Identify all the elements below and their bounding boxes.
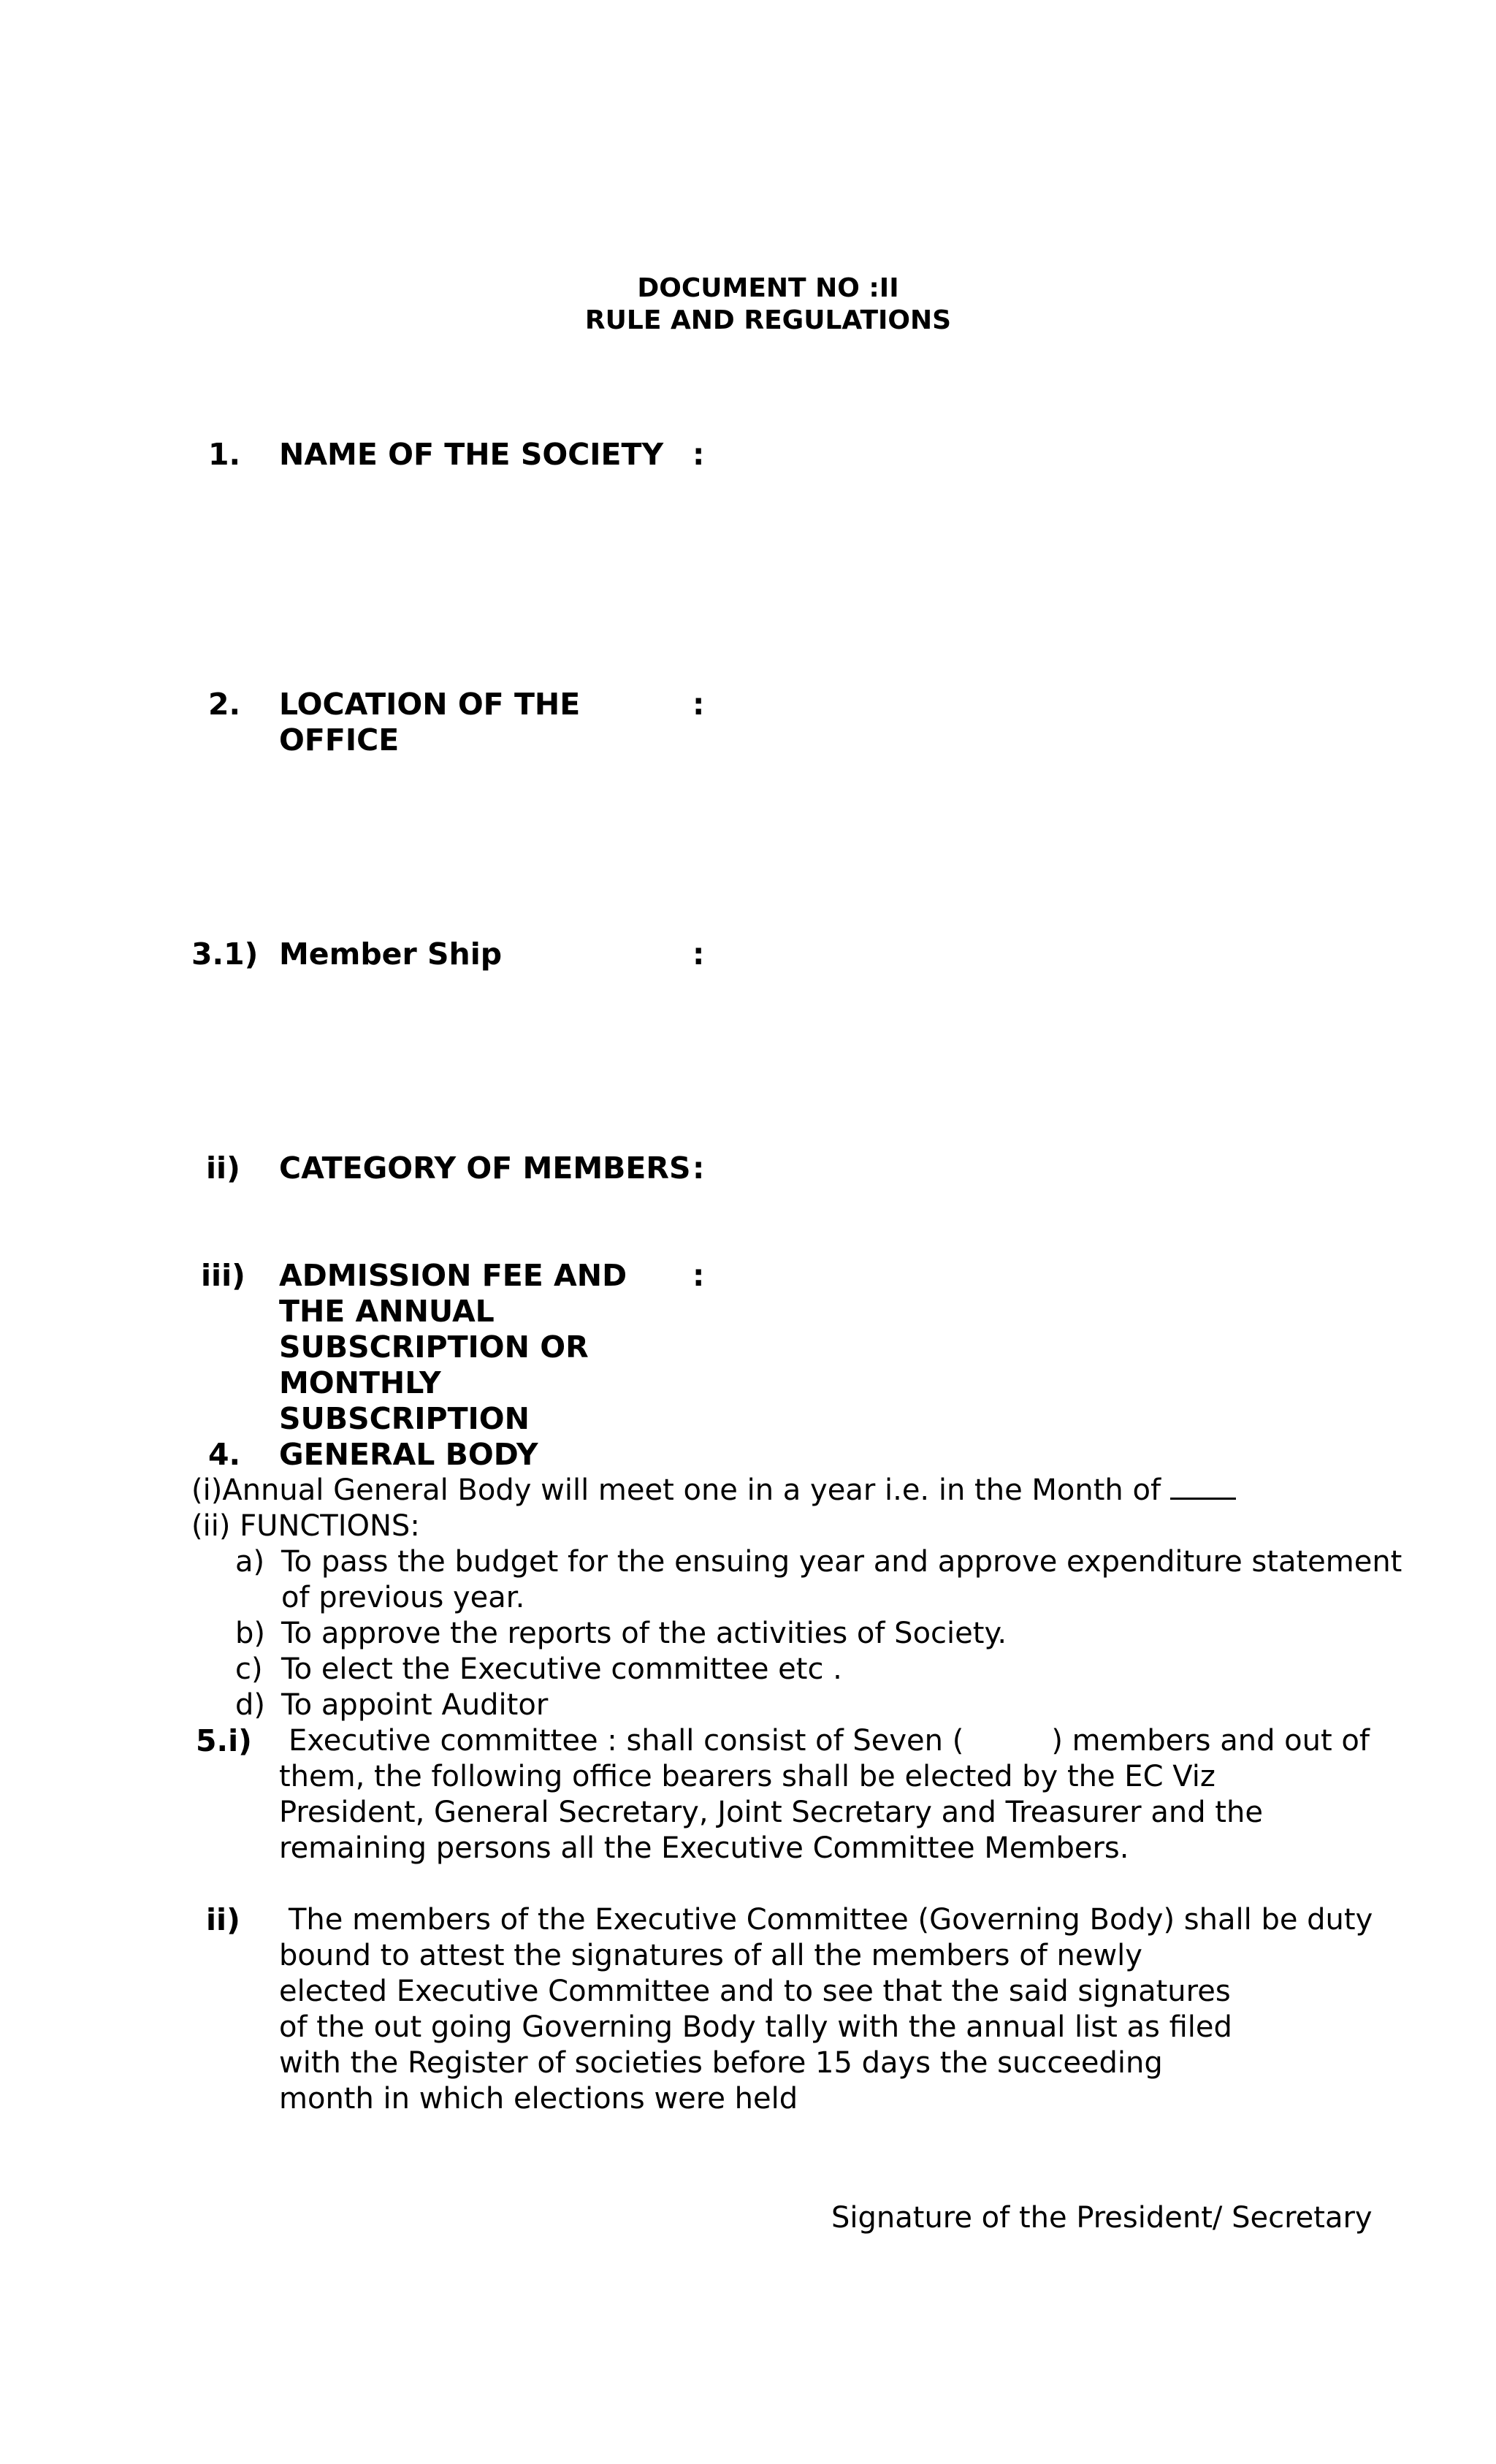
section-3iii-label-line4: MONTHLY — [279, 1365, 441, 1400]
section-3iii-colon: : — [692, 1258, 705, 1293]
month-blank — [1170, 1476, 1236, 1500]
signature-line: Signature of the President/ Secretary — [831, 2201, 1373, 2235]
annual-meeting-text: (i)Annual General Body will meet one in a year i.e. in the Month of — [191, 1473, 1161, 1507]
section-3iii-label-line2: THE ANNUAL — [279, 1294, 495, 1329]
function-b-marker: b) — [235, 1617, 265, 1650]
executive-ii-paragraph: bound to attest the signatures of all the members of newly elected Executive Committee and to see that the said signatures of the out going Governing Body tally with the annual list as filed with the Register of societies before 15 days the succeeding month in which elections were held — [279, 1939, 1232, 2116]
section-3iii-label-line3: SUBSCRIPTION OR — [279, 1330, 589, 1365]
section-3ii-label: CATEGORY OF MEMBERS — [279, 1151, 691, 1186]
function-c-marker: c) — [235, 1652, 263, 1686]
section-3iii-label-line5: SUBSCRIPTION — [279, 1401, 530, 1436]
executive-paragraph: them, the following office bearers shall be elected by the EC Viz President, General Secretary, Joint Secretary and Treasurer and the remaining persons all the Executive Committee Members. — [279, 1760, 1263, 1865]
section-3iii-number: iii) — [201, 1258, 245, 1293]
function-a-line2: of previous year. — [281, 1581, 525, 1614]
section-3-label: Member Ship — [279, 937, 503, 972]
section-1-number: 1. — [208, 437, 241, 472]
section-3ii-number: ii) — [206, 1151, 240, 1186]
executive-line1-a: Executive committee : shall consist of Seven ( — [289, 1724, 964, 1758]
section-3iii-label-line1: ADMISSION FEE AND — [279, 1258, 627, 1293]
section-5ii-number: ii) — [206, 1902, 240, 1937]
section-5-number: 5.i) — [196, 1723, 252, 1758]
section-3-number: 3.1) — [191, 937, 259, 972]
section-2-label-line1: LOCATION OF THE — [279, 687, 581, 722]
executive-line1-b: ) members and out of — [1051, 1724, 1370, 1758]
section-1-colon: : — [692, 437, 705, 472]
section-1-label: NAME OF THE SOCIETY — [279, 437, 664, 472]
function-b-line1: To approve the reports of the activities of Society. — [281, 1617, 1007, 1650]
section-2-colon: : — [692, 687, 705, 722]
executive-ii-first-line: The members of the Executive Committee (Governing Body) shall be duty — [289, 1903, 1373, 1937]
document-title: RULE AND REGULATIONS — [584, 305, 952, 335]
function-c-line1: To elect the Executive committee etc . — [281, 1652, 842, 1686]
section-2-number: 2. — [208, 687, 241, 722]
section-4-number: 4. — [208, 1437, 241, 1472]
function-a-marker: a) — [235, 1545, 265, 1579]
section-3ii-colon: : — [692, 1151, 705, 1186]
section-3-colon: : — [692, 937, 705, 972]
functions-label: (ii) FUNCTIONS: — [191, 1509, 420, 1543]
function-d-marker: d) — [235, 1688, 265, 1722]
function-d-line1: To appoint Auditor — [281, 1688, 549, 1722]
annual-meeting-line — [191, 1473, 1236, 1508]
function-a-line1: To pass the budget for the ensuing year and approve expenditure statement — [281, 1545, 1402, 1579]
executive-line1 — [289, 1723, 1370, 1759]
document-number: DOCUMENT NO :II — [637, 273, 899, 303]
section-2-label-line2: OFFICE — [279, 722, 400, 758]
section-4-label: GENERAL BODY — [279, 1437, 538, 1472]
